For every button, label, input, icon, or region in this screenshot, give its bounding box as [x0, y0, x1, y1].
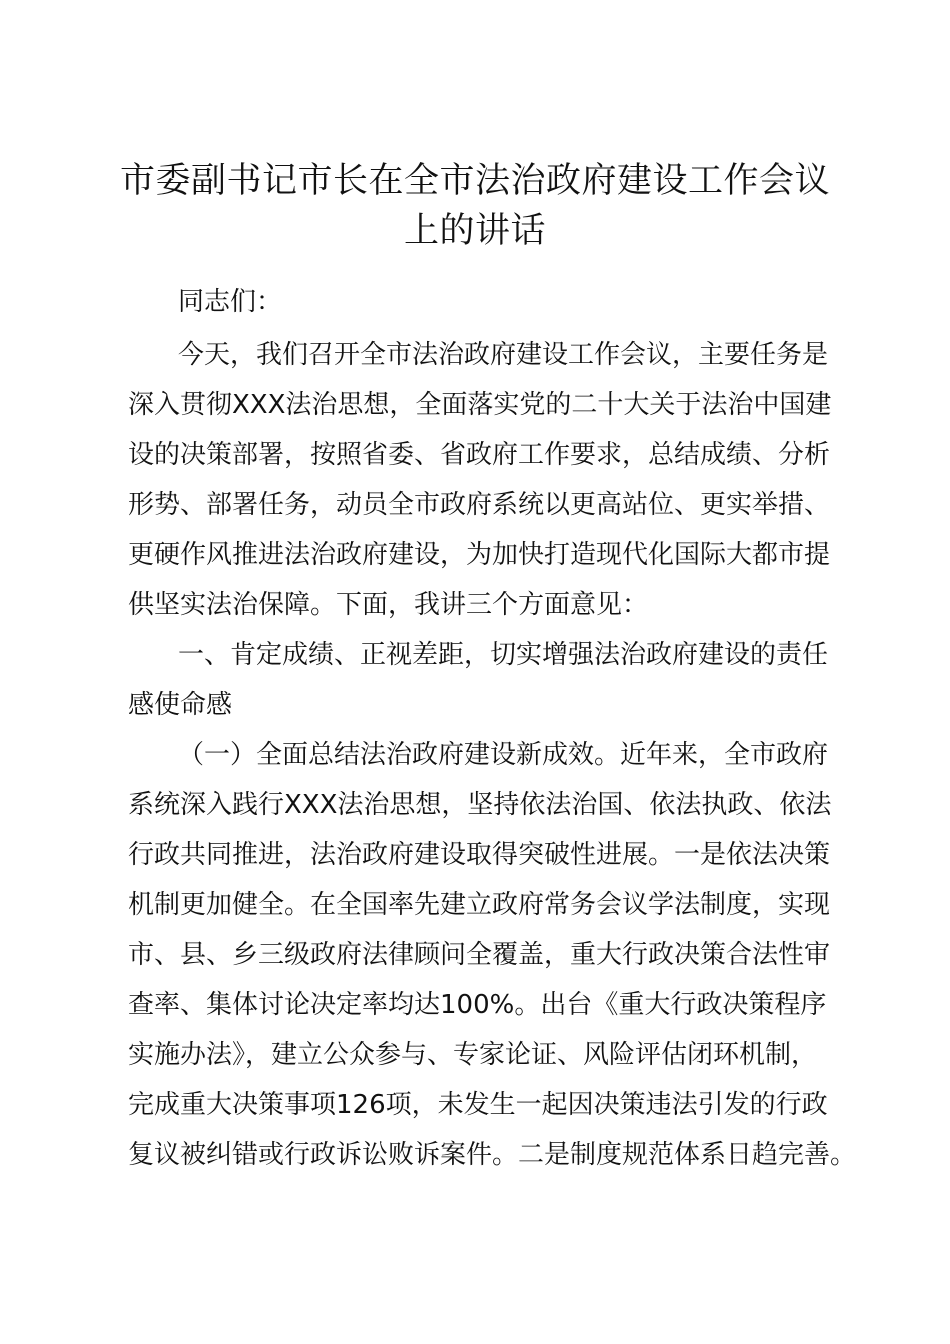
body-line: 设的决策部署，按照省委、省政府工作要求，总结成绩、分析: [128, 440, 831, 470]
body-line: 完成重大决策事项126项，未发生一起因决策违法引发的行政: [128, 1090, 828, 1120]
document-title-line-2: 上的讲话: [403, 211, 546, 251]
body-line: 形势、部署任务，动员全市政府系统以更高站位、更实举措、: [128, 490, 831, 520]
document-title-line-1: 市委副书记市长在全市法治政府建设工作会议: [119, 161, 830, 201]
body-line: 行政共同推进，法治政府建设取得突破性进展。一是依法决策: [128, 840, 831, 870]
body-line: 更硬作风推进法治政府建设，为加快打造现代化国际大都市提: [128, 540, 831, 570]
body-line: 今天，我们召开全市法治政府建设工作会议，主要任务是: [178, 340, 829, 370]
body-line: 复议被纠错或行政诉讼败诉案件。二是制度规范体系日趋完善。: [128, 1140, 857, 1170]
body-line: （一）全面总结法治政府建设新成效。近年来，全市政府: [178, 740, 829, 770]
salutation: 同志们：: [178, 287, 283, 317]
body-line: 供坚实法治保障。下面，我讲三个方面意见：: [128, 590, 649, 620]
body-line: 深入贯彻XXX法治思想，全面落实党的二十大关于法治中国建: [128, 390, 832, 420]
body-line: 市、县、乡三级政府法律顾问全覆盖，重大行政决策合法性审: [128, 940, 831, 970]
section-heading-continued: 感使命感: [128, 690, 233, 720]
body-line: 机制更加健全。在全国率先建立政府常务会议学法制度，实现: [128, 890, 831, 920]
section-heading: 一、肯定成绩、正视差距，切实增强法治政府建设的责任: [178, 640, 829, 670]
body-line: 实施办法》，建立公众参与、专家论证、风险评估闭环机制，: [128, 1040, 818, 1070]
body-line: 查率、集体讨论决定率均达100%。出台《重大行政决策程序: [128, 990, 827, 1020]
body-line: 系统深入践行XXX法治思想，坚持依法治国、依法执政、依法: [128, 790, 832, 820]
